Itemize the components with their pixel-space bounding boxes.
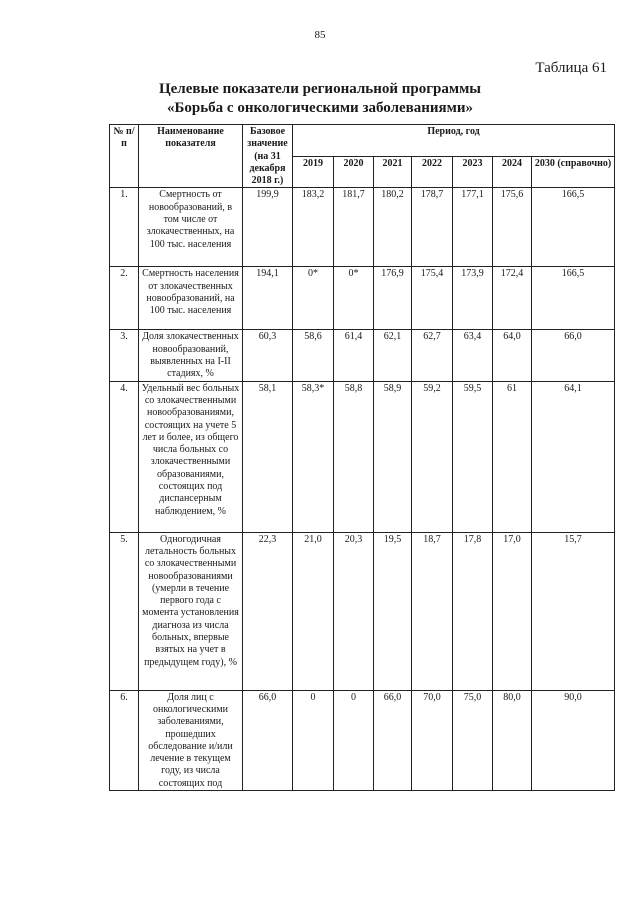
row-name: Одногодичная летальность больных со злокачественными новообразованиями (умерли в течение первого года с момента установления диагноза из числа больных, впервые взятых на учет в предыдущем году), % xyxy=(139,532,243,690)
header-year: 2030 (справочно) xyxy=(532,156,615,188)
document-title xyxy=(60,80,580,118)
row-value: 0* xyxy=(334,267,374,330)
row-value: 183,2 xyxy=(293,188,334,267)
row-value: 66,0 xyxy=(374,690,412,790)
row-value: 18,7 xyxy=(412,532,453,690)
row-value: 58,3* xyxy=(293,381,334,532)
row-base: 58,1 xyxy=(243,381,293,532)
header-num: № п/п xyxy=(110,125,139,188)
table-label: Таблица 61 xyxy=(535,60,607,76)
row-value: 0 xyxy=(334,690,374,790)
row-value: 175,4 xyxy=(412,267,453,330)
header-base: Базовое значение (на 31 декабря 2018 г.) xyxy=(243,125,293,188)
row-value: 0 xyxy=(293,690,334,790)
header-name: Наименование показателя xyxy=(139,125,243,188)
row-value: 21,0 xyxy=(293,532,334,690)
row-value: 62,7 xyxy=(412,330,453,381)
row-value: 181,7 xyxy=(334,188,374,267)
title-line-1: Целевые показатели региональной программы xyxy=(158,81,482,97)
row-value: 180,2 xyxy=(374,188,412,267)
row-name: Доля лиц с онкологическими заболеваниями, прошедших обследование и/или лечение в текущем году, из числа состоящих под xyxy=(139,690,243,790)
row-value: 173,9 xyxy=(453,267,493,330)
row-value: 166,5 xyxy=(532,188,615,267)
row-value: 166,5 xyxy=(532,267,615,330)
row-value: 64,1 xyxy=(532,381,615,532)
row-value: 58,9 xyxy=(374,381,412,532)
page-number: 85 xyxy=(314,29,326,41)
header-year: 2021 xyxy=(374,156,412,188)
row-value: 176,9 xyxy=(374,267,412,330)
row-name: Смертность от новообразований, в том числе от злокачественных, на 100 тыс. населения xyxy=(139,188,243,267)
row-name: Доля злокачественных новообразований, выявленных на I-II стадиях, % xyxy=(139,330,243,381)
indicators-table xyxy=(109,124,615,791)
row-base: 60,3 xyxy=(243,330,293,381)
header-row-1 xyxy=(110,125,615,157)
table-row xyxy=(110,690,615,790)
row-value: 90,0 xyxy=(532,690,615,790)
header-year: 2019 xyxy=(293,156,334,188)
header-year: 2020 xyxy=(334,156,374,188)
row-value: 175,6 xyxy=(493,188,532,267)
row-num: 3. xyxy=(110,330,139,381)
row-num: 1. xyxy=(110,188,139,267)
row-value: 58,8 xyxy=(334,381,374,532)
row-value: 59,2 xyxy=(412,381,453,532)
header-year: 2022 xyxy=(412,156,453,188)
row-name: Смертность населения от злокачественных новообразований, на 100 тыс. населения xyxy=(139,267,243,330)
row-value: 59,5 xyxy=(453,381,493,532)
row-value: 63,4 xyxy=(453,330,493,381)
row-num: 5. xyxy=(110,532,139,690)
row-value: 61,4 xyxy=(334,330,374,381)
row-value: 62,1 xyxy=(374,330,412,381)
row-num: 4. xyxy=(110,381,139,532)
row-value: 17,0 xyxy=(493,532,532,690)
row-value: 66,0 xyxy=(532,330,615,381)
table-row xyxy=(110,381,615,532)
row-value: 70,0 xyxy=(412,690,453,790)
row-num: 2. xyxy=(110,267,139,330)
row-value: 61 xyxy=(493,381,532,532)
table-row xyxy=(110,188,615,267)
row-value: 17,8 xyxy=(453,532,493,690)
row-value: 80,0 xyxy=(493,690,532,790)
row-value: 20,3 xyxy=(334,532,374,690)
table-row xyxy=(110,330,615,381)
table-row xyxy=(110,267,615,330)
header-year: 2023 xyxy=(453,156,493,188)
row-value: 172,4 xyxy=(493,267,532,330)
row-value: 15,7 xyxy=(532,532,615,690)
row-value: 178,7 xyxy=(412,188,453,267)
row-value: 64,0 xyxy=(493,330,532,381)
row-base: 199,9 xyxy=(243,188,293,267)
row-value: 58,6 xyxy=(293,330,334,381)
row-name: Удельный вес больных со злокачественными новообразованиями, состоящих на учете 5 лет и более, из общего числа больных со злокачественными образованиями, состоящих под диспансерным наблюдением, % xyxy=(139,381,243,532)
row-base: 194,1 xyxy=(243,267,293,330)
row-value: 75,0 xyxy=(453,690,493,790)
row-value: 177,1 xyxy=(453,188,493,267)
row-base: 22,3 xyxy=(243,532,293,690)
row-base: 66,0 xyxy=(243,690,293,790)
header-period: Период, год xyxy=(293,125,615,157)
header-year: 2024 xyxy=(493,156,532,188)
row-value: 19,5 xyxy=(374,532,412,690)
row-num: 6. xyxy=(110,690,139,790)
table-row xyxy=(110,532,615,690)
row-value: 0* xyxy=(293,267,334,330)
title-line-2: «Борьба с онкологическими заболеваниями» xyxy=(166,100,474,116)
